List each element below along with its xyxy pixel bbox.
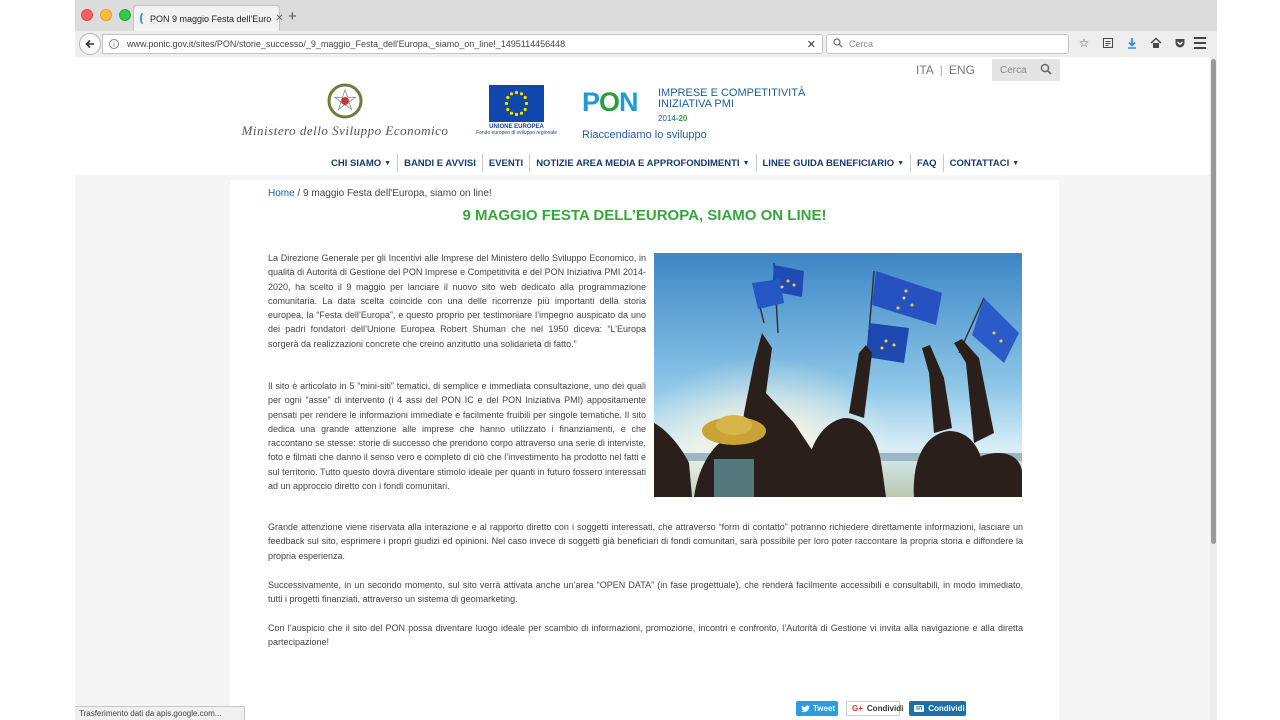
article-paragraph-3: Grande attenzione viene riservata alla interazione e al rapporto diretto con i soggetti interessati, che attraverso “form di contatto” potranno richiedere direttamente informazioni, lasciare un feedback sul sito, esprimere i propri giudizi ed opinioni. Nel caso invece di soggetti già beneficiari di fondi comunitari, sarà possibile per loro poter raccontare la propria storia e diffondere la propria esperienza. <box>268 522 1023 561</box>
article-paragraph-5: Con l’auspicio che il sito del PON possa diventare luogo ideale per scambio di informazioni, promozione, incontri e confronto, l’Autorità di Gestione vi invita alla navigazione e alla diretta partecipazione! <box>268 623 1023 648</box>
close-tab-icon[interactable]: ✕ <box>275 13 284 24</box>
arrow-left-icon <box>84 38 96 50</box>
nav-item-bandi-e-avvisi[interactable] <box>398 158 482 169</box>
site-header <box>75 57 1210 175</box>
nav-item-notizie-area-media-e-approfondimenti[interactable] <box>530 158 755 169</box>
close-window-button[interactable] <box>81 9 93 21</box>
pon-years <box>658 114 687 123</box>
breadcrumb-home-link[interactable]: Home <box>268 188 295 199</box>
window-controls <box>81 9 131 21</box>
web-page <box>75 57 1210 720</box>
browser-tab[interactable] <box>133 5 284 31</box>
url-text[interactable]: www.ponic.gov.it/sites/PON/storie_successo/_9_maggio_Festa_dell'Europa,_siamo_on_line!_1495114456448 <box>127 39 566 49</box>
site-search-input[interactable] <box>992 59 1060 81</box>
caret-down-icon: ▼ <box>897 159 905 167</box>
main-navigation <box>325 153 1025 173</box>
loading-spinner-icon <box>140 13 144 24</box>
search-icon <box>833 38 843 51</box>
pon-years-start: 2014 <box>658 114 676 123</box>
nav-item-label: LINEE GUIDA BENEFICIARIO <box>762 157 895 169</box>
info-icon[interactable]: i <box>109 39 119 49</box>
nav-item-faq[interactable] <box>911 158 943 169</box>
download-icon[interactable] <box>1125 36 1139 50</box>
reading-list-icon[interactable] <box>1101 36 1115 50</box>
stop-loading-icon[interactable]: ✕ <box>806 38 816 51</box>
home-icon[interactable] <box>1149 36 1163 50</box>
search-icon[interactable] <box>1040 63 1052 78</box>
breadcrumb-current: 9 maggio Festa dell'Europa, siamo on line! <box>303 188 492 199</box>
linkedin-share-button[interactable] <box>909 701 966 716</box>
nav-item-label: CHI SIAMO <box>331 157 382 169</box>
nav-item-chi-siamo[interactable] <box>325 158 397 169</box>
eu-flag-icon <box>489 85 544 122</box>
pon-line-1: IMPRESE E COMPETITIVITÀ <box>658 87 806 99</box>
lang-separator: | <box>939 63 943 77</box>
nav-item-label: BANDI E AVVISI <box>404 157 476 169</box>
caret-down-icon: ▼ <box>742 159 750 167</box>
eu-logo[interactable] <box>469 85 564 136</box>
nav-item-eventi[interactable] <box>483 158 529 169</box>
nav-item-linee-guida-beneficiario[interactable] <box>757 158 911 169</box>
article-container <box>230 180 1059 720</box>
status-bar: Trasferimento dati da apis.google.com... <box>75 706 245 720</box>
pon-wordmark <box>582 87 638 118</box>
ministry-name: Ministero dello Sviluppo Economico <box>241 123 449 138</box>
tab-title: PON 9 maggio Festa dell'Euro <box>150 13 272 24</box>
gplus-share-label: Condividi <box>866 704 904 713</box>
breadcrumb-separator: / <box>294 188 304 199</box>
linkedin-share-label: Condividi <box>928 704 965 713</box>
tweet-label: Tweet <box>813 704 836 713</box>
pon-line-2: INIZIATIVA PMI <box>658 98 734 110</box>
pon-letter-p: P <box>582 87 600 117</box>
browser-search-input[interactable] <box>826 34 1069 54</box>
nav-item-label: NOTIZIE AREA MEDIA E APPROFONDIMENTI <box>536 157 740 169</box>
breadcrumb <box>268 188 492 199</box>
back-button[interactable] <box>79 33 101 55</box>
minimize-window-button[interactable] <box>100 9 112 21</box>
tweet-button[interactable] <box>796 701 838 716</box>
page-title: 9 MAGGIO FESTA DELL’EUROPA, SIAMO ON LINE! <box>462 207 827 224</box>
hamburger-menu-icon[interactable] <box>1194 37 1206 52</box>
nav-item-label: CONTATTACI <box>949 157 1010 169</box>
new-tab-icon[interactable]: + <box>288 8 297 25</box>
twitter-bird-icon <box>801 705 810 713</box>
eu-fund-label: Fondo europeo di sviluppo regionale <box>476 130 557 136</box>
linkedin-icon: in <box>916 705 923 712</box>
caret-down-icon: ▼ <box>1012 159 1020 167</box>
eu-label: UNIONE EUROPEA <box>489 124 544 130</box>
address-bar[interactable] <box>102 34 823 54</box>
page-scrollbar[interactable] <box>1210 57 1217 720</box>
pon-years-end: -20 <box>675 114 688 123</box>
article-paragraph-4: Successivamente, in un secondo momento, sul sito verrà attivata anche un’area “OPEN DATA” (in fase progettuale), che renderà facilmente accessibili e consultabili, in modo immediato, tutti i progetti finanziati, attraverso un sistema di geomarketing. <box>268 580 1023 605</box>
article-paragraph-2: Il sito è articolato in 5 “mini-siti” tematici, di semplice e immediata consultazione, uno dei quali per ogni “asse” di intervento (i 4 assi del PON IC e del PON Iniziativa PMI) appositamente pensati per rendere le informazioni immediate e facilmente fruibili per singole tematiche. Il sito dedica una grande attenzione alle imprese che hanno utilizzato i finanziamenti, e che raccontano se stesse: storie di successo che prendono corpo attraverso una serie di interviste, foto e filmati che danno il senso vero e completo di ciò che l’investimento ha prodotto nel fatti e sul territorio. Tutto questo dovrà diventare stimolo ideale per quanti in futuro fossero interessati ad un approccio diretto con i fondi comunitari. <box>268 381 646 492</box>
ministry-logo[interactable] <box>235 83 455 143</box>
pon-program-name <box>658 88 805 110</box>
site-search-placeholder: Cerca <box>1000 64 1027 76</box>
pon-letter-n: N <box>619 87 638 117</box>
nav-item-label: FAQ <box>917 157 937 169</box>
lang-ita-link[interactable]: ITA <box>916 63 934 77</box>
search-placeholder: Cerca <box>849 39 874 49</box>
caret-down-icon: ▼ <box>384 159 392 167</box>
navigation-toolbar <box>75 31 1217 57</box>
browser-chrome <box>75 0 1217 57</box>
scrollbar-thumb[interactable] <box>1211 59 1216 544</box>
pon-tagline: Riaccendiamo lo sviluppo <box>582 129 707 141</box>
nav-item-label: EVENTI <box>488 157 524 169</box>
bookmark-star-icon[interactable]: ☆ <box>1078 36 1090 50</box>
lang-eng-link[interactable]: ENG <box>948 63 975 77</box>
hero-image <box>654 253 1022 497</box>
tab-bar <box>75 0 1217 31</box>
pon-letter-o: O <box>599 87 620 117</box>
italian-emblem-icon <box>327 83 363 119</box>
zoom-window-button[interactable] <box>119 9 131 21</box>
google-plus-icon: G+ <box>852 704 863 713</box>
pon-logo[interactable] <box>582 87 812 147</box>
toolbar-icons <box>1077 36 1187 50</box>
article-paragraph-1: La Direzione Generale per gli Incentivi alle Imprese del Ministero dello Sviluppo Economico, in qualità di Autorità di Gestione del PON Imprese e Competitività e del PON Iniziativa PMI 2014-2020, ha scelto il 9 maggio per lanciare il nuovo sito web dedicato alla programmazione comunitaria. La data scelta coincide con una delle ricorrenze più importanti della storia europea, la “Festa dell’Europa”, e questo proprio per testimoniare l’impegno auspicato da uno dei padri fondatori dell’Unione Europea Robert Shuman che nel 1950 diceva: “L’Europa sorgerà da realizzazioni concrete che creino anzitutto una solidarietà di fatto.” <box>268 253 646 349</box>
language-switcher <box>916 63 975 77</box>
pocket-icon[interactable] <box>1173 36 1187 50</box>
gplus-share-button[interactable] <box>846 701 904 716</box>
nav-item-contattaci[interactable] <box>944 158 1026 169</box>
